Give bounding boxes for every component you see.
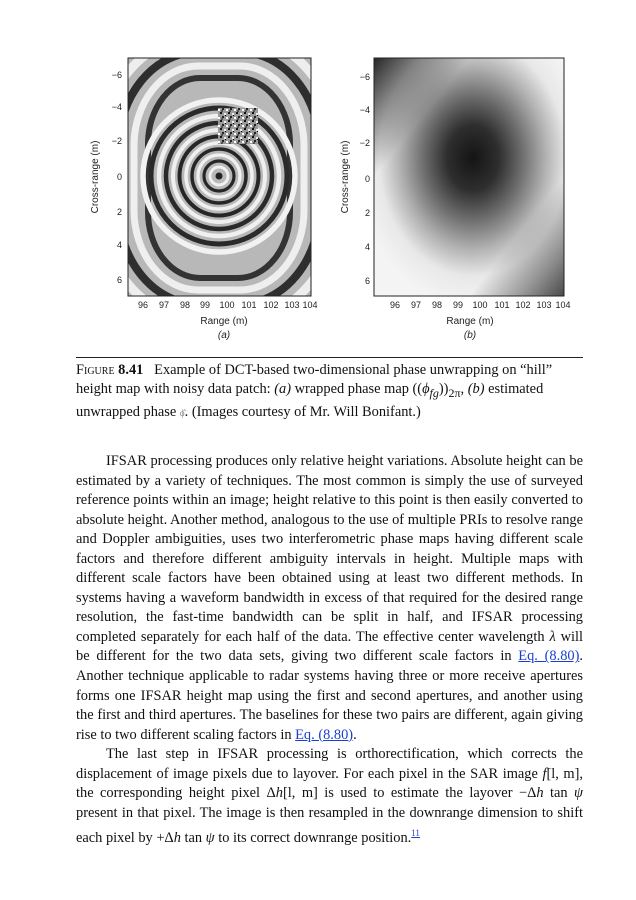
caption-rule	[76, 357, 583, 358]
x-tick-label: 102	[263, 300, 279, 310]
y-tick-label: 6	[364, 276, 370, 286]
y-tick-label: 0	[364, 174, 370, 184]
y-axis-title: Cross-range (m)	[340, 140, 351, 214]
caption-text: . (Images courtesy of Mr. Will Bonifant.)	[184, 403, 421, 420]
panel-b-tag: (b)	[463, 330, 477, 341]
caption-text: ,	[460, 381, 468, 397]
y-tick-label: −6	[359, 72, 370, 82]
two-pi-subscript: 2π	[448, 385, 461, 400]
x-tick-label: 100	[219, 300, 235, 310]
equation-link[interactable]: Eq. (8.80)	[295, 726, 354, 743]
x-axis	[390, 300, 571, 310]
y-tick-label: 2	[116, 207, 122, 217]
panel-a-tag: (a)	[217, 330, 231, 341]
paragraph-2: The last step in IFSAR processing is orthorectification, which corrects the displacement of image pixels due to layover. For each pixel in the SAR image f[l, m], the corresponding height pixel Δh[l, m] is used to estimate the layover −Δh tan ψ present in that pixel. The image is then resampled in the downrange dimension to shift each pixel by +Δh tan ψ to its correct downrange position.$^{11}$	[76, 746, 583, 847]
figure-panel-a	[84, 48, 334, 348]
phi-subscript: fg	[429, 385, 439, 400]
caption-text: Example of DCT-based two-dimensional phase unwrapping on “hill” height map with noisy data patch:	[76, 362, 553, 397]
x-tick-label: 96	[389, 300, 401, 310]
y-tick-label: 2	[364, 208, 370, 218]
y-tick-label: −4	[359, 105, 370, 115]
caption-text: wrapped phase map ((	[291, 381, 423, 397]
x-tick-label: 98	[431, 300, 443, 310]
y-tick-label: −6	[111, 70, 122, 80]
footnote-link[interactable]: 11	[411, 828, 420, 839]
paragraph-1: IFSAR processing produces only relative height variations. Absolute height can be estimated by a variety of techniques. The most common is simply the use of surveyed reference points within an image; height relative to this point is then easily converted to absolute height. Another method, analogous to the use of multiple PRIs to resolve range and Doppler ambiguities, uses two interferometric phase maps having different scale factors and therefore different ambiguity intervals in height. Multiple maps with different scale factors have been obtained using at least two different methods. In systems having a waveform bandwidth in excess of that required for the desired range resolution, the fast-time bandwidth can be split in half, and IFSAR processing completed separately for each half of the data. The effective center wavelength λ will be different for the two data sets, giving two different scale factors in Eq. (8.80). Another technique applicable to radar systems having three or more receive apertures forms one IFSAR height map using the first and second apertures, and another using the first and third apertures. The baselines for these two pairs are different, again giving rise to two different scaling factors in Eq. (8.80).	[76, 453, 583, 743]
caption-tag-a: (a)	[274, 381, 292, 397]
figure-label: Figure	[76, 362, 115, 378]
lambda-symbol: λ	[549, 628, 556, 645]
x-tick-label: 104	[302, 300, 318, 310]
y-tick-label: 4	[116, 240, 122, 250]
caption-tag-b: (b)	[467, 381, 485, 397]
caption-text: estimated unwrapped phase	[76, 381, 544, 420]
x-axis-title: Range (m)	[200, 316, 248, 327]
x-tick-label: 101	[494, 300, 510, 310]
y-tick-label: −2	[359, 138, 370, 148]
phi-symbol: ϕ	[422, 381, 430, 397]
x-tick-label: 99	[452, 300, 464, 310]
body-text	[76, 452, 583, 849]
x-tick-label: 101	[241, 300, 257, 310]
figure-caption	[76, 361, 583, 423]
noisy-data-patch	[218, 108, 258, 144]
x-tick-label: 102	[515, 300, 531, 310]
y-axis	[112, 70, 122, 285]
x-tick-label: 99	[199, 300, 211, 310]
y-axis-title: Cross-range (m)	[90, 140, 101, 214]
x-tick-label: 100	[472, 300, 488, 310]
y-tick-label: 6	[116, 275, 122, 285]
x-axis-title: Range (m)	[446, 316, 494, 327]
figure-panel-b	[336, 48, 586, 348]
x-tick-label: 103	[536, 300, 552, 310]
x-axis	[138, 300, 318, 310]
equation-link[interactable]: Eq. (8.80)	[518, 648, 580, 665]
y-tick-label: −2	[111, 136, 122, 146]
caption-text: ))	[438, 381, 449, 397]
x-tick-label: 103	[284, 300, 300, 310]
x-tick-label: 98	[179, 300, 191, 310]
y-axis	[360, 72, 370, 286]
x-tick-label: 97	[410, 300, 422, 310]
phi-hat-symbol: ϕ̂	[179, 407, 185, 418]
y-tick-label: 4	[364, 242, 370, 252]
y-tick-label: 0	[116, 172, 122, 182]
y-tick-label: −4	[111, 102, 122, 112]
x-tick-label: 96	[137, 300, 149, 310]
x-tick-label: 104	[555, 300, 571, 310]
x-tick-label: 97	[158, 300, 170, 310]
figure-number: 8.41	[118, 362, 144, 378]
unwrapped-phase-image	[374, 58, 564, 296]
